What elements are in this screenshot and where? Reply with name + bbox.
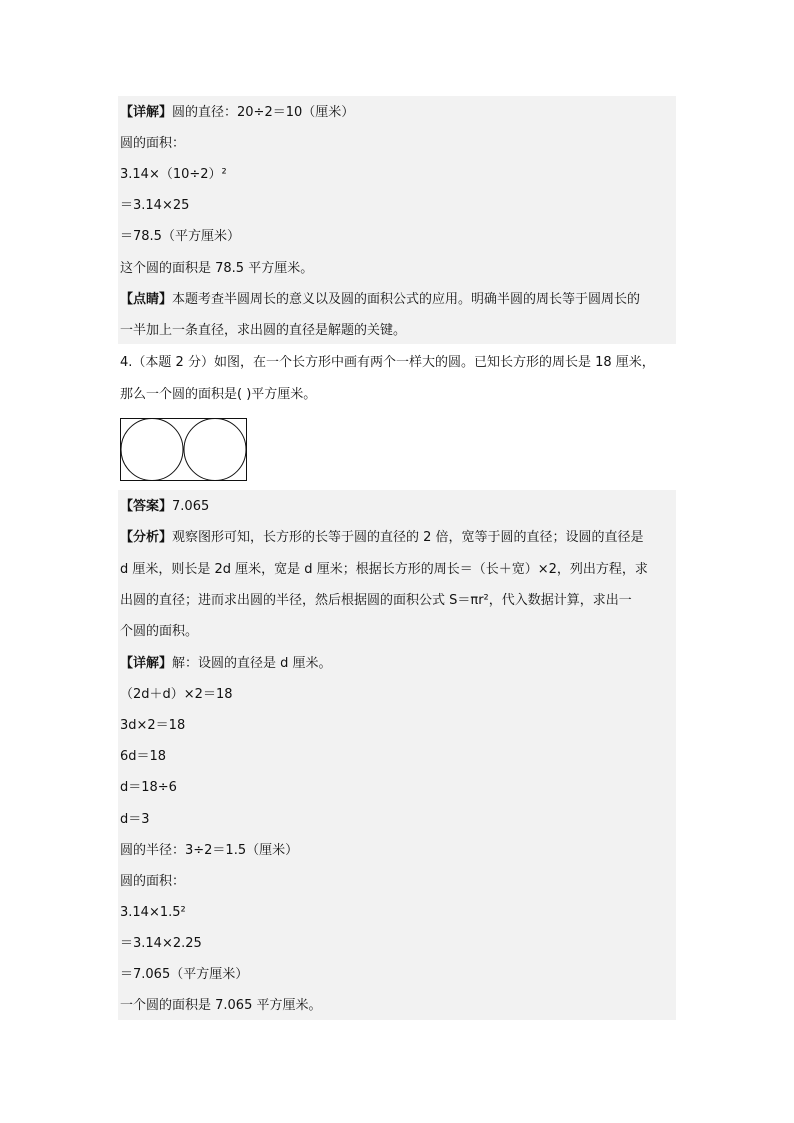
detail-line [120, 104, 354, 122]
conclusion-line: 一个圆的面积是 7.065 平方厘米。 [120, 998, 322, 1013]
rectangle-two-circles-figure [120, 418, 247, 481]
analysis-tag: 【分析】 [120, 530, 173, 545]
answer-text: 7.065 [172, 499, 210, 514]
text-line: 圆的面积： [120, 136, 186, 151]
equation-line: 3.14×1.5² [120, 905, 186, 920]
text-line: 一半加上一条直径，求出圆的直径是解题的关键。 [120, 323, 407, 338]
question-line: 4.（本题 2 分）如图，在一个长方形中画有两个一样大的圆。已知长方形的周长是 18 厘米， [120, 355, 655, 370]
note-text: 本题考查半圆周长的意义以及圆的面积公式的应用。明确半圆的周长等于圆周长的 [172, 292, 641, 307]
text-line: 个圆的面积。 [120, 624, 199, 639]
text-line: ＝3.14×25 [120, 198, 190, 213]
equation-line: 圆的面积： [120, 874, 186, 889]
equation-line: 圆的半径：3÷2＝1.5（厘米） [120, 843, 299, 858]
text-line: 出圆的直径；进而求出圆的半径，然后根据圆的面积公式 S＝πr²，代入数据计算，求出一 [120, 593, 632, 608]
text-line: 这个圆的面积是 78.5 平方厘米。 [120, 261, 314, 276]
equation-line: 3d×2＝18 [120, 718, 186, 733]
note-line [120, 291, 640, 309]
right-circle-shape [184, 419, 246, 481]
analysis-text: 观察图形可知，长方形的长等于圆的直径的 2 倍，宽等于圆的直径；设圆的直径是 [172, 530, 644, 545]
text-line: 3.14×（10÷2）² [120, 167, 227, 182]
detail-text: 解：设圆的直径是 d 厘米。 [172, 656, 332, 671]
detail-tag: 【详解】 [120, 656, 173, 671]
text-line: ＝78.5（平方厘米） [120, 229, 240, 244]
detail-text: 圆的直径：20÷2＝10（厘米） [172, 105, 355, 120]
note-tag: 【点睛】 [120, 292, 173, 307]
question-line: 那么一个圆的面积是( )平方厘米。 [120, 387, 317, 402]
detail-line [120, 655, 332, 673]
analysis-line [120, 529, 644, 547]
detail-tag: 【详解】 [120, 105, 173, 120]
equation-line: （2d＋d）×2＝18 [120, 687, 233, 702]
left-circle-shape [121, 419, 183, 481]
equation-line: ＝3.14×2.25 [120, 936, 202, 951]
equation-line: 6d＝18 [120, 749, 167, 764]
equation-line: d＝3 [120, 812, 150, 827]
answer-tag: 【答案】 [120, 499, 173, 514]
answer-line [120, 498, 209, 516]
text-line: d 厘米，则长是 2d 厘米，宽是 d 厘米；根据长方形的周长＝（长＋宽）×2，列出方程，求 [120, 562, 648, 577]
equation-line: d＝18÷6 [120, 780, 177, 795]
equation-line: ＝7.065（平方厘米） [120, 967, 249, 982]
